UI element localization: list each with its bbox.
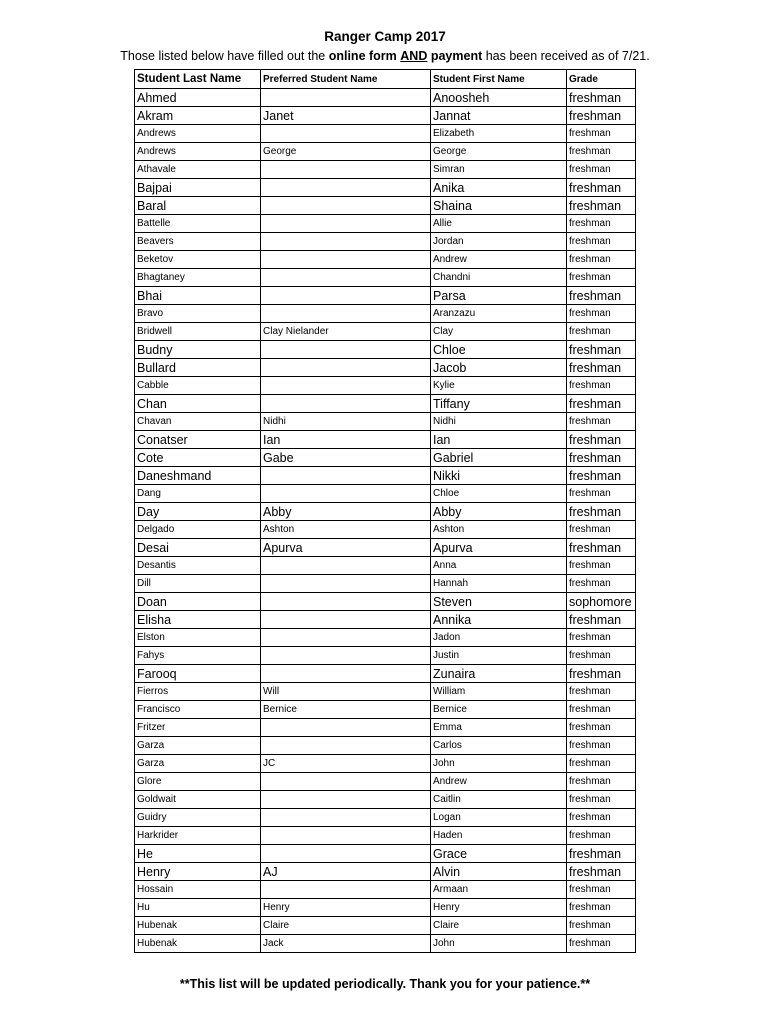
cell-first-name: Caitlin: [431, 791, 567, 809]
cell-grade: freshman: [567, 125, 636, 143]
cell-first-name: Bernice: [431, 701, 567, 719]
cell-first-name: Shaina: [431, 197, 567, 215]
cell-first-name: Kylie: [431, 377, 567, 395]
cell-grade: freshman: [567, 359, 636, 377]
cell-last-name: Dang: [135, 485, 261, 503]
cell-grade: freshman: [567, 827, 636, 845]
cell-grade: freshman: [567, 809, 636, 827]
subtitle-text-start: Those listed below have filled out the: [120, 49, 329, 63]
cell-last-name: Cabble: [135, 377, 261, 395]
table-row: [135, 701, 636, 719]
cell-last-name: Andrews: [135, 143, 261, 161]
cell-first-name: Ashton: [431, 521, 567, 539]
cell-first-name: Anoosheh: [431, 89, 567, 107]
cell-preferred-name: [261, 161, 431, 179]
cell-first-name: William: [431, 683, 567, 701]
table-row: [135, 629, 636, 647]
cell-preferred-name: [261, 485, 431, 503]
cell-last-name: Bhagtaney: [135, 269, 261, 287]
cell-preferred-name: Ashton: [261, 521, 431, 539]
cell-grade: freshman: [567, 449, 636, 467]
cell-preferred-name: [261, 845, 431, 863]
cell-preferred-name: [261, 737, 431, 755]
cell-first-name: Henry: [431, 899, 567, 917]
cell-first-name: Alvin: [431, 863, 567, 881]
cell-first-name: Ian: [431, 431, 567, 449]
cell-preferred-name: [261, 197, 431, 215]
cell-grade: freshman: [567, 539, 636, 557]
cell-grade: freshman: [567, 755, 636, 773]
cell-grade: freshman: [567, 611, 636, 629]
header-first-name: Student First Name: [431, 70, 567, 89]
cell-last-name: Fritzer: [135, 719, 261, 737]
cell-last-name: Elisha: [135, 611, 261, 629]
cell-grade: freshman: [567, 377, 636, 395]
cell-last-name: Fierros: [135, 683, 261, 701]
table-row: [135, 287, 636, 305]
cell-first-name: Apurva: [431, 539, 567, 557]
cell-first-name: Clay: [431, 323, 567, 341]
cell-last-name: Day: [135, 503, 261, 521]
cell-grade: freshman: [567, 665, 636, 683]
cell-last-name: Garza: [135, 755, 261, 773]
cell-grade: freshman: [567, 521, 636, 539]
cell-preferred-name: [261, 341, 431, 359]
table-row: [135, 485, 636, 503]
cell-grade: freshman: [567, 935, 636, 953]
cell-preferred-name: Clay Nielander: [261, 323, 431, 341]
cell-first-name: Chloe: [431, 485, 567, 503]
cell-last-name: Goldwait: [135, 791, 261, 809]
cell-preferred-name: [261, 773, 431, 791]
header-last-name: Student Last Name: [135, 70, 261, 89]
cell-last-name: Garza: [135, 737, 261, 755]
cell-last-name: Henry: [135, 863, 261, 881]
cell-last-name: Desai: [135, 539, 261, 557]
cell-grade: freshman: [567, 719, 636, 737]
table-row: [135, 323, 636, 341]
cell-grade: freshman: [567, 845, 636, 863]
table-row: [135, 413, 636, 431]
table-row: [135, 755, 636, 773]
cell-preferred-name: [261, 395, 431, 413]
cell-last-name: Akram: [135, 107, 261, 125]
subtitle-text-end: has been received as of 7/21.: [482, 49, 650, 63]
cell-first-name: Allie: [431, 215, 567, 233]
cell-preferred-name: [261, 575, 431, 593]
cell-grade: freshman: [567, 287, 636, 305]
cell-last-name: Hossain: [135, 881, 261, 899]
cell-preferred-name: [261, 305, 431, 323]
table-row: [135, 845, 636, 863]
cell-grade: freshman: [567, 881, 636, 899]
cell-last-name: Ahmed: [135, 89, 261, 107]
cell-preferred-name: Apurva: [261, 539, 431, 557]
cell-first-name: Elizabeth: [431, 125, 567, 143]
cell-first-name: Parsa: [431, 287, 567, 305]
cell-preferred-name: Abby: [261, 503, 431, 521]
cell-first-name: John: [431, 755, 567, 773]
cell-first-name: Zunaira: [431, 665, 567, 683]
table-row: [135, 431, 636, 449]
header-preferred-name: Preferred Student Name: [261, 70, 431, 89]
cell-grade: freshman: [567, 791, 636, 809]
cell-last-name: Harkrider: [135, 827, 261, 845]
cell-last-name: Bajpai: [135, 179, 261, 197]
cell-preferred-name: [261, 89, 431, 107]
footer-note: **This list will be updated periodically. Thank you for your patience.**: [179, 977, 591, 991]
cell-last-name: Desantis: [135, 557, 261, 575]
cell-last-name: Andrews: [135, 125, 261, 143]
cell-preferred-name: Janet: [261, 107, 431, 125]
cell-preferred-name: [261, 215, 431, 233]
subtitle-online-form: online form: [328, 49, 397, 63]
cell-grade: freshman: [567, 467, 636, 485]
cell-last-name: Hubenak: [135, 917, 261, 935]
cell-first-name: Nidhi: [431, 413, 567, 431]
table-row: [135, 521, 636, 539]
cell-grade: freshman: [567, 233, 636, 251]
cell-last-name: Daneshmand: [135, 467, 261, 485]
cell-preferred-name: Gabe: [261, 449, 431, 467]
cell-first-name: Jadon: [431, 629, 567, 647]
cell-preferred-name: Will: [261, 683, 431, 701]
cell-preferred-name: [261, 125, 431, 143]
cell-last-name: Guidry: [135, 809, 261, 827]
cell-first-name: Gabriel: [431, 449, 567, 467]
table-row: [135, 359, 636, 377]
table-row: [135, 773, 636, 791]
cell-grade: freshman: [567, 503, 636, 521]
table-row: [135, 305, 636, 323]
cell-grade: freshman: [567, 341, 636, 359]
table-row: [135, 143, 636, 161]
cell-grade: freshman: [567, 575, 636, 593]
cell-preferred-name: [261, 611, 431, 629]
cell-first-name: Grace: [431, 845, 567, 863]
cell-preferred-name: Bernice: [261, 701, 431, 719]
header-row: [135, 70, 636, 89]
table-row: [135, 899, 636, 917]
cell-last-name: Farooq: [135, 665, 261, 683]
table-row: [135, 737, 636, 755]
cell-grade: freshman: [567, 89, 636, 107]
cell-preferred-name: [261, 881, 431, 899]
cell-first-name: Emma: [431, 719, 567, 737]
cell-first-name: Jacob: [431, 359, 567, 377]
cell-last-name: Fahys: [135, 647, 261, 665]
table-row: [135, 665, 636, 683]
cell-preferred-name: [261, 629, 431, 647]
cell-first-name: Armaan: [431, 881, 567, 899]
cell-last-name: Cote: [135, 449, 261, 467]
cell-preferred-name: Henry: [261, 899, 431, 917]
table-row: [135, 89, 636, 107]
table-row: [135, 593, 636, 611]
cell-preferred-name: [261, 719, 431, 737]
cell-grade: freshman: [567, 629, 636, 647]
cell-preferred-name: [261, 179, 431, 197]
table-row: [135, 917, 636, 935]
table-row: [135, 125, 636, 143]
table-row: [135, 269, 636, 287]
cell-last-name: Athavale: [135, 161, 261, 179]
table-row: [135, 233, 636, 251]
cell-grade: freshman: [567, 431, 636, 449]
cell-first-name: Andrew: [431, 251, 567, 269]
cell-grade: freshman: [567, 107, 636, 125]
roster-table: [134, 69, 636, 953]
subtitle-and: AND: [400, 49, 428, 63]
table-row: [135, 881, 636, 899]
cell-preferred-name: [261, 377, 431, 395]
table-row: [135, 467, 636, 485]
cell-grade: freshman: [567, 683, 636, 701]
cell-first-name: Andrew: [431, 773, 567, 791]
cell-preferred-name: [261, 647, 431, 665]
cell-last-name: Baral: [135, 197, 261, 215]
cell-last-name: Bhai: [135, 287, 261, 305]
cell-preferred-name: Jack: [261, 935, 431, 953]
cell-last-name: He: [135, 845, 261, 863]
cell-grade: freshman: [567, 863, 636, 881]
cell-first-name: Annika: [431, 611, 567, 629]
table-row: [135, 179, 636, 197]
cell-grade: freshman: [567, 251, 636, 269]
cell-last-name: Budny: [135, 341, 261, 359]
cell-grade: freshman: [567, 773, 636, 791]
cell-grade: freshman: [567, 395, 636, 413]
cell-grade: freshman: [567, 899, 636, 917]
table-row: [135, 719, 636, 737]
cell-grade: freshman: [567, 179, 636, 197]
cell-first-name: Chandni: [431, 269, 567, 287]
cell-preferred-name: Claire: [261, 917, 431, 935]
cell-last-name: Chavan: [135, 413, 261, 431]
cell-first-name: Aranzazu: [431, 305, 567, 323]
cell-first-name: Hannah: [431, 575, 567, 593]
cell-first-name: John: [431, 935, 567, 953]
cell-first-name: Claire: [431, 917, 567, 935]
cell-first-name: Steven: [431, 593, 567, 611]
cell-grade: freshman: [567, 161, 636, 179]
cell-grade: sophomore: [567, 593, 636, 611]
cell-grade: freshman: [567, 485, 636, 503]
table-row: [135, 611, 636, 629]
cell-grade: freshman: [567, 917, 636, 935]
cell-grade: freshman: [567, 143, 636, 161]
cell-preferred-name: [261, 809, 431, 827]
table-row: [135, 377, 636, 395]
cell-grade: freshman: [567, 215, 636, 233]
cell-first-name: George: [431, 143, 567, 161]
cell-grade: freshman: [567, 197, 636, 215]
cell-last-name: Bravo: [135, 305, 261, 323]
cell-last-name: Delgado: [135, 521, 261, 539]
roster-body: [135, 89, 636, 953]
cell-preferred-name: [261, 269, 431, 287]
cell-last-name: Hubenak: [135, 935, 261, 953]
cell-first-name: Nikki: [431, 467, 567, 485]
table-row: [135, 809, 636, 827]
cell-first-name: Chloe: [431, 341, 567, 359]
cell-first-name: Haden: [431, 827, 567, 845]
table-row: [135, 539, 636, 557]
table-row: [135, 863, 636, 881]
table-row: [135, 215, 636, 233]
table-row: [135, 395, 636, 413]
cell-grade: freshman: [567, 701, 636, 719]
table-row: [135, 251, 636, 269]
table-row: [135, 791, 636, 809]
cell-first-name: Logan: [431, 809, 567, 827]
cell-preferred-name: [261, 359, 431, 377]
table-row: [135, 503, 636, 521]
subtitle-payment: payment: [430, 49, 483, 63]
cell-preferred-name: [261, 233, 431, 251]
cell-preferred-name: Ian: [261, 431, 431, 449]
cell-first-name: Anika: [431, 179, 567, 197]
cell-last-name: Battelle: [135, 215, 261, 233]
cell-last-name: Conatser: [135, 431, 261, 449]
page-subtitle: [0, 49, 770, 63]
cell-last-name: Francisco: [135, 701, 261, 719]
header-grade: Grade: [567, 70, 636, 89]
cell-grade: freshman: [567, 323, 636, 341]
cell-last-name: Elston: [135, 629, 261, 647]
page-title: Ranger Camp 2017: [324, 29, 446, 44]
cell-last-name: Bridwell: [135, 323, 261, 341]
cell-preferred-name: [261, 287, 431, 305]
cell-preferred-name: JC: [261, 755, 431, 773]
cell-first-name: Jannat: [431, 107, 567, 125]
table-row: [135, 827, 636, 845]
cell-grade: freshman: [567, 737, 636, 755]
cell-preferred-name: [261, 665, 431, 683]
cell-last-name: Bullard: [135, 359, 261, 377]
cell-preferred-name: [261, 251, 431, 269]
cell-grade: freshman: [567, 269, 636, 287]
cell-grade: freshman: [567, 557, 636, 575]
cell-first-name: Justin: [431, 647, 567, 665]
cell-grade: freshman: [567, 305, 636, 323]
cell-first-name: Carlos: [431, 737, 567, 755]
cell-last-name: Beavers: [135, 233, 261, 251]
cell-preferred-name: [261, 827, 431, 845]
cell-last-name: Hu: [135, 899, 261, 917]
table-row: [135, 575, 636, 593]
cell-preferred-name: [261, 467, 431, 485]
table-row: [135, 557, 636, 575]
cell-last-name: Beketov: [135, 251, 261, 269]
cell-preferred-name: AJ: [261, 863, 431, 881]
cell-first-name: Simran: [431, 161, 567, 179]
cell-preferred-name: Nidhi: [261, 413, 431, 431]
table-row: [135, 683, 636, 701]
cell-preferred-name: [261, 557, 431, 575]
cell-last-name: Chan: [135, 395, 261, 413]
cell-first-name: Tiffany: [431, 395, 567, 413]
cell-preferred-name: [261, 593, 431, 611]
table-row: [135, 449, 636, 467]
cell-last-name: Doan: [135, 593, 261, 611]
cell-grade: freshman: [567, 413, 636, 431]
cell-first-name: Anna: [431, 557, 567, 575]
cell-grade: freshman: [567, 647, 636, 665]
table-row: [135, 341, 636, 359]
cell-first-name: Abby: [431, 503, 567, 521]
table-row: [135, 197, 636, 215]
table-row: [135, 935, 636, 953]
cell-last-name: Glore: [135, 773, 261, 791]
cell-preferred-name: [261, 791, 431, 809]
table-row: [135, 107, 636, 125]
cell-first-name: Jordan: [431, 233, 567, 251]
table-row: [135, 647, 636, 665]
cell-preferred-name: George: [261, 143, 431, 161]
table-row: [135, 161, 636, 179]
cell-last-name: Dill: [135, 575, 261, 593]
